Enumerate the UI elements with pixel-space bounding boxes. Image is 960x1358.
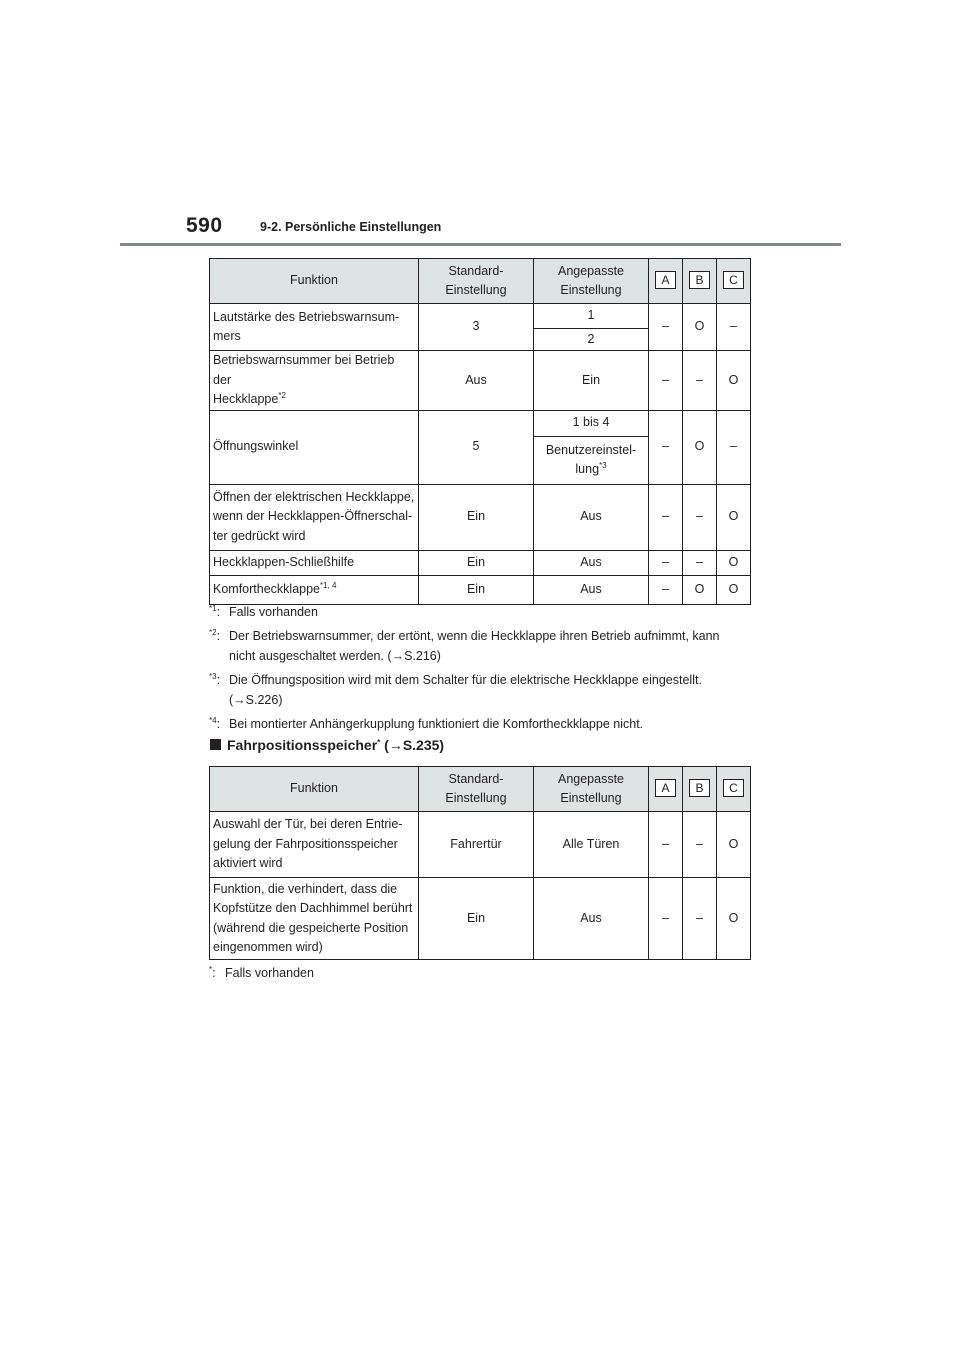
footnotes (209, 602, 754, 738)
cell-funktion: Betriebswarnsummer bei Betrieb der Heckklappe$^{*2}$ (210, 351, 419, 411)
table-row (210, 304, 751, 329)
table-row (210, 575, 751, 604)
footnote: $^{*4}$: Bei montierter Anhängerkupplung funktioniert die Komfortheckklappe nicht. (209, 716, 644, 731)
cell-standard: Fahrertür (419, 812, 534, 878)
cell-funktion: Komfortheckklappe$^{*1, 4}$ (210, 575, 419, 604)
header-standard: Standard- Einstellung (419, 259, 534, 304)
table-row (210, 550, 751, 575)
cell-funktion: Öffnen der elektrischen Heckklappe, wenn der Heckklappen-Öffnerschal- ter gedrückt wird (210, 484, 419, 550)
footnote: $^{*1}$: Falls vorhanden (209, 604, 318, 619)
cell-funktion: Heckklappen-Schließhilfe (210, 550, 419, 575)
cell-c: O (717, 575, 751, 604)
cell-custom: Aus (534, 878, 649, 960)
cell-funktion: Funktion, die verhindert, dass die Kopfstütze den Dachhimmel berührt (während die gespeicherte Position eingenommen wird) (210, 878, 419, 960)
cell-c: O (717, 878, 751, 960)
header-c (717, 259, 751, 304)
table-header-row (210, 767, 751, 812)
cell-b: – (683, 550, 717, 575)
cell-a: – (649, 484, 683, 550)
cell-standard: Ein (419, 484, 534, 550)
cell-standard: 3 (419, 304, 534, 351)
cell-custom: Ein (534, 351, 649, 411)
cell-custom: Alle Türen (534, 812, 649, 878)
cell-b: – (683, 484, 717, 550)
label-b: B (689, 271, 710, 289)
footnote: $^{*3}$: Die Öffnungsposition wird mit dem Schalter für die elektrische Heckklappe eingestellt. (→S.226) (209, 672, 702, 707)
cell-c: O (717, 550, 751, 575)
table-row (210, 410, 751, 436)
label-b: B (689, 779, 710, 797)
header-standard: Standard- Einstellung (419, 767, 534, 812)
label-a: A (655, 779, 676, 797)
cell-custom: Aus (534, 550, 649, 575)
cell-b: O (683, 410, 717, 484)
cell-standard: Ein (419, 550, 534, 575)
square-bullet-icon (210, 739, 221, 750)
cell-custom: Aus (534, 484, 649, 550)
cell-custom: 1 (534, 304, 649, 329)
cell-b: O (683, 575, 717, 604)
cell-standard: Ein (419, 575, 534, 604)
settings-table-2 (209, 766, 751, 960)
header-rule (120, 243, 841, 246)
header-angepasst: Angepasste Einstellung (534, 259, 649, 304)
cell-standard: 5 (419, 410, 534, 484)
label-a: A (655, 271, 676, 289)
header-angepasst: Angepasste Einstellung (534, 767, 649, 812)
cell-a: – (649, 304, 683, 351)
cell-b: – (683, 812, 717, 878)
cell-b: O (683, 304, 717, 351)
cell-c: – (717, 304, 751, 351)
cell-funktion: Lautstärke des Betriebswarnsum- mers (210, 304, 419, 351)
settings-table-1 (209, 258, 751, 605)
cell-b: – (683, 351, 717, 411)
label-c: C (723, 271, 744, 289)
cell-funktion: Öffnungswinkel (210, 410, 419, 484)
cell-a: – (649, 878, 683, 960)
header-a (649, 259, 683, 304)
table-row (210, 812, 751, 878)
cell-custom: 1 bis 4 (534, 410, 649, 436)
cell-b: – (683, 878, 717, 960)
footnote: *: Falls vorhanden (209, 965, 314, 980)
cell-a: – (649, 575, 683, 604)
label-c: C (723, 779, 744, 797)
header-b (683, 767, 717, 812)
cell-funktion: Auswahl der Tür, bei deren Entrie- gelung der Fahrpositionsspeicher aktiviert wird (210, 812, 419, 878)
page-number: 590 (186, 214, 223, 237)
table-row (210, 484, 751, 550)
cell-a: – (649, 550, 683, 575)
cell-custom: Aus (534, 575, 649, 604)
cell-a: – (649, 410, 683, 484)
header-funktion: Funktion (210, 767, 419, 812)
cell-a: – (649, 351, 683, 411)
cell-standard: Ein (419, 878, 534, 960)
cell-standard: Aus (419, 351, 534, 411)
header-b (683, 259, 717, 304)
table-header-row (210, 259, 751, 304)
header-c (717, 767, 751, 812)
section-heading: Fahrpositionsspeicher* (→S.235) (210, 737, 444, 753)
footnote: $^{*2}$: Der Betriebswarnsummer, der ertönt, wenn die Heckklappe ihren Betrieb aufnimmt, kann nicht ausgeschaltet werden. (→S.216) (209, 628, 720, 663)
table-row (210, 351, 751, 411)
table-row (210, 878, 751, 960)
cell-a: – (649, 812, 683, 878)
cell-c: O (717, 812, 751, 878)
cell-custom: 2 (534, 329, 649, 351)
cell-custom: Benutzereinstel- lung$^{*3}$ (534, 436, 649, 484)
cell-c: O (717, 484, 751, 550)
cell-c: O (717, 351, 751, 411)
section-title: 9-2. Persönliche Einstellungen (260, 220, 442, 234)
cell-c: – (717, 410, 751, 484)
header-funktion: Funktion (210, 259, 419, 304)
header-a (649, 767, 683, 812)
